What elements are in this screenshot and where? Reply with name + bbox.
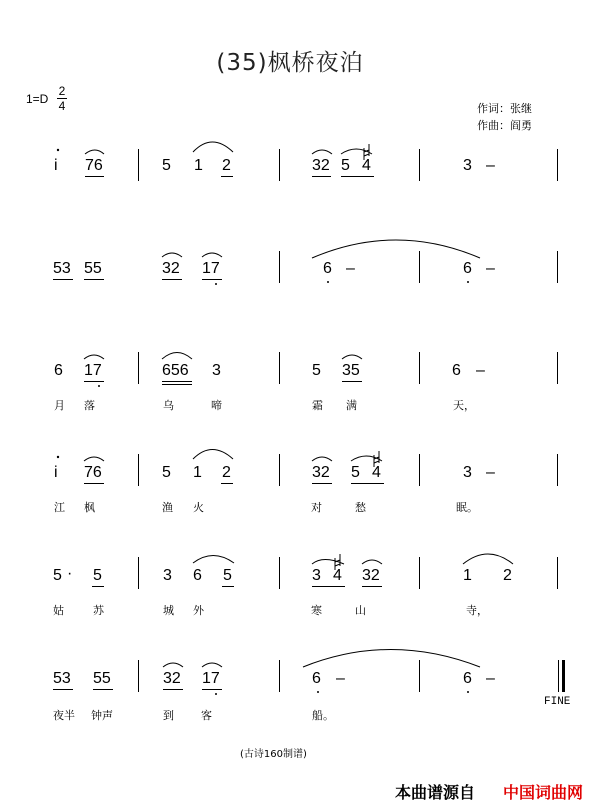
underline — [163, 689, 183, 690]
barline — [279, 352, 280, 384]
note: – — [486, 464, 495, 481]
note: 6 — [452, 362, 461, 379]
note: 6 — [193, 567, 202, 584]
lyric: 到 — [163, 709, 174, 722]
low-octave-dot — [98, 385, 100, 387]
underline — [92, 586, 104, 587]
slur — [312, 150, 332, 154]
note: 5 — [223, 567, 232, 584]
slur — [303, 650, 480, 668]
barline — [279, 149, 280, 181]
lyric: 钟声 — [91, 709, 113, 722]
underline — [312, 586, 345, 587]
lyric: 寺， — [466, 604, 488, 617]
note: 6 — [323, 260, 332, 277]
underline — [162, 279, 182, 280]
barline — [138, 149, 139, 181]
underline — [162, 381, 192, 382]
note: i — [54, 157, 58, 174]
note: 3 — [212, 362, 221, 379]
lyric: 乌 — [163, 399, 174, 412]
slur — [463, 554, 513, 564]
slur — [162, 253, 182, 257]
barline — [138, 454, 139, 486]
underline — [84, 483, 104, 484]
lyric: 苏 — [93, 604, 104, 617]
note: 55 — [93, 670, 111, 687]
barline — [557, 251, 558, 283]
lyric: 霜 — [312, 399, 323, 412]
note: – — [346, 260, 355, 277]
lyric: 枫 — [84, 501, 95, 514]
underline — [342, 381, 362, 382]
slur — [351, 456, 382, 461]
barline — [419, 557, 420, 589]
note: 76 — [85, 157, 103, 174]
page-title: (35)枫桥夜泊 — [216, 50, 364, 76]
engraver-note: (古诗160制谱) — [240, 749, 307, 760]
barline — [279, 454, 280, 486]
note: 4 — [372, 464, 381, 481]
barline — [138, 352, 139, 384]
slur — [193, 142, 233, 152]
lyric: 客 — [201, 709, 212, 722]
slur — [162, 353, 192, 360]
note: 5 — [312, 362, 321, 379]
slur — [312, 457, 332, 461]
note: 32 — [312, 464, 330, 481]
note: 32 — [362, 567, 380, 584]
fine-marking: FINE — [544, 696, 571, 708]
lyric: 愁 — [355, 501, 366, 514]
underline — [351, 483, 384, 484]
lyric: 外 — [193, 604, 204, 617]
barline — [279, 251, 280, 283]
slur — [84, 355, 104, 359]
slur — [193, 450, 233, 460]
note: 6 — [463, 670, 472, 687]
note: 32 — [163, 670, 181, 687]
lyric: 城 — [163, 604, 174, 617]
note: 32 — [312, 157, 330, 174]
note: 5 — [162, 464, 171, 481]
underline — [162, 384, 192, 385]
low-octave-dot — [215, 283, 217, 285]
underline — [84, 279, 104, 280]
note: 2 — [222, 157, 231, 174]
note: 17 — [84, 362, 102, 379]
underline — [93, 689, 113, 690]
barline — [419, 251, 420, 283]
lyric: 渔 — [162, 501, 173, 514]
lyricist-credit: 作词：张继 — [477, 102, 532, 115]
barline — [557, 352, 558, 384]
slur — [202, 253, 222, 257]
barline — [419, 352, 420, 384]
key-signature: 1=D — [26, 92, 49, 106]
underline — [85, 176, 104, 177]
note: 4 — [362, 157, 371, 174]
barline — [419, 454, 420, 486]
note: 3 — [312, 567, 321, 584]
note: 5 — [162, 157, 171, 174]
note: 3 — [463, 157, 472, 174]
source-label: 本曲谱源自 — [395, 783, 476, 802]
note: 53 — [53, 670, 71, 687]
low-octave-dot — [317, 691, 319, 693]
note: 35 — [342, 362, 360, 379]
note: 17 — [202, 670, 220, 687]
lyric: 船。 — [312, 709, 334, 722]
slur — [312, 560, 344, 565]
barline — [419, 149, 420, 181]
note: 6 — [463, 260, 472, 277]
note: 5 — [93, 567, 102, 584]
note: 32 — [162, 260, 180, 277]
barline — [557, 557, 558, 589]
underline — [221, 176, 233, 177]
barline — [279, 660, 280, 692]
time-signature — [57, 84, 67, 113]
dotted-note-mark: · — [67, 565, 73, 582]
lyric: 江 — [54, 501, 65, 514]
underline — [53, 689, 73, 690]
note: 1 — [463, 567, 472, 584]
lyric: 夜半 — [53, 709, 75, 722]
note: 76 — [84, 464, 102, 481]
slur — [342, 355, 362, 359]
barline — [419, 660, 420, 692]
note: – — [336, 670, 345, 687]
composer-credit: 作曲：阎勇 — [477, 119, 532, 132]
lyric: 啼 — [211, 399, 222, 412]
note: 5 — [351, 464, 360, 481]
lyric: 满 — [346, 399, 357, 412]
note: 656 — [162, 362, 189, 379]
high-octave-dot — [57, 456, 59, 458]
note: 6 — [54, 362, 63, 379]
lyric: 月 — [54, 399, 65, 412]
lyric: 寒 — [311, 604, 322, 617]
low-octave-dot — [467, 691, 469, 693]
slur — [202, 663, 222, 667]
note: 3 — [463, 464, 472, 481]
note: – — [486, 157, 495, 174]
underline — [341, 176, 374, 177]
slur — [84, 457, 104, 461]
underline — [84, 381, 104, 382]
underline — [312, 483, 332, 484]
note: – — [486, 670, 495, 687]
note: – — [486, 260, 495, 277]
note: 2 — [222, 464, 231, 481]
note: 55 — [84, 260, 102, 277]
note: 6 — [312, 670, 321, 687]
note: 5 — [53, 567, 62, 584]
underline — [202, 689, 222, 690]
low-octave-dot — [215, 693, 217, 695]
note: 2 — [503, 567, 512, 584]
barline — [557, 149, 558, 181]
meter-top: 2 — [58, 84, 66, 98]
final-barline-thin — [558, 660, 559, 692]
underline — [221, 483, 233, 484]
slur — [85, 150, 104, 154]
low-octave-dot — [327, 281, 329, 283]
note: i — [54, 464, 58, 481]
lyric: 落 — [84, 399, 95, 412]
slur — [193, 556, 234, 564]
underline — [222, 586, 234, 587]
underline — [362, 586, 382, 587]
note: 5 — [341, 157, 350, 174]
barline — [138, 660, 139, 692]
note: 3 — [163, 567, 172, 584]
lyric: 眠。 — [456, 501, 478, 514]
note: 1 — [193, 464, 202, 481]
note: – — [476, 362, 485, 379]
note: 1 — [194, 157, 203, 174]
note: 53 — [53, 260, 71, 277]
barline — [557, 454, 558, 486]
low-octave-dot — [467, 281, 469, 283]
note: 4 — [333, 567, 342, 584]
underline — [202, 279, 222, 280]
lyric: 天， — [453, 399, 475, 412]
lyric: 火 — [193, 501, 204, 514]
final-barline-thick — [562, 660, 565, 692]
lyric: 姑 — [53, 604, 64, 617]
slur — [163, 663, 183, 667]
slur — [312, 240, 480, 258]
slur — [362, 560, 382, 564]
underline — [312, 176, 331, 177]
site-name[interactable]: 中国词曲网 — [503, 783, 584, 802]
underline — [53, 279, 73, 280]
note: 17 — [202, 260, 220, 277]
barline — [138, 557, 139, 589]
lyric: 山 — [355, 604, 366, 617]
meter-bottom: 4 — [58, 99, 66, 113]
high-octave-dot — [57, 149, 59, 151]
slur — [341, 149, 372, 154]
barline — [279, 557, 280, 589]
lyric: 对 — [311, 501, 322, 514]
